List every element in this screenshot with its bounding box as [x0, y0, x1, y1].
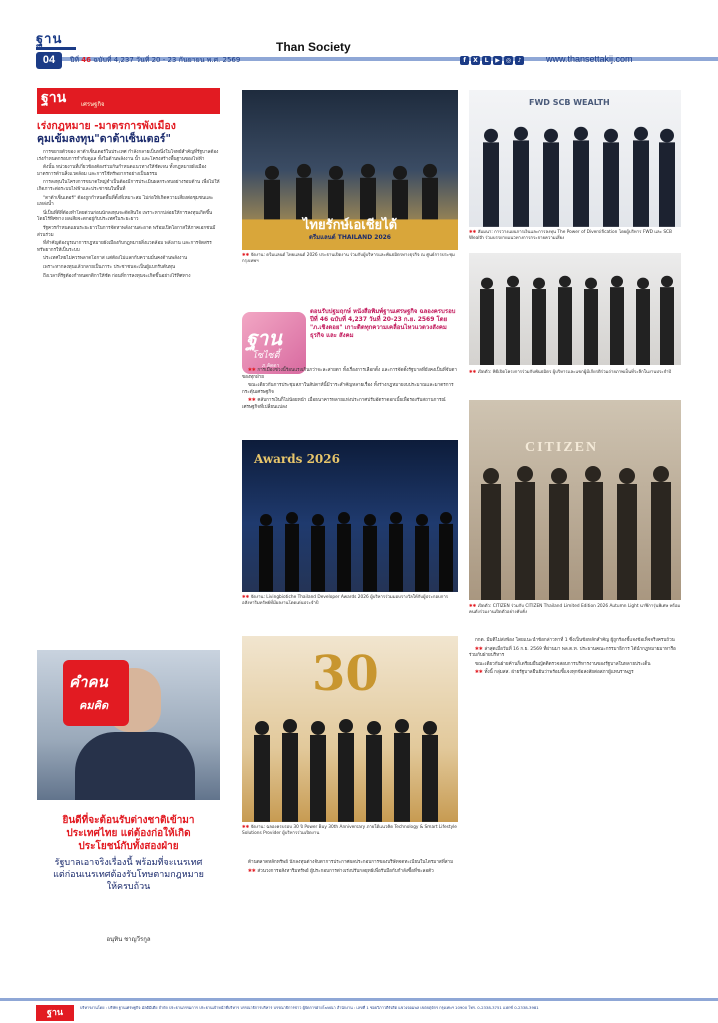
quote-box — [37, 650, 220, 950]
body-paragraph-text: ส่วนวงการอสังหาริมทรัพย์ ผู้ประกอบการต่างเร่งปรับกลยุทธ์เพื่อรับมือกับกำลังซื้อที่ชะลอตัว — [257, 868, 434, 874]
caption-seminar — [469, 230, 681, 242]
banner-subtitle: ดรีมแลนด์ THAILAND 2026 — [309, 234, 391, 241]
editorial-paragraph: รัฐควรกำหนดแผนระยะยาวในการจัดหาพลังงานสะอาด พร้อมเปิดโอกาสให้ภาคเอกชนมีส่วนร่วม — [37, 225, 216, 238]
caption-text: จัดงาน: ฉลองครบรอบ 30 ปี Power Buy 30th Anniversary ภายใต้แนวคิด Technology & Smart Lifestyle Solutions Provider ผู้บริหารร่วมเปิดงาน — [242, 825, 457, 837]
editorial-paragraph: ที่สำคัญต้องบูรณาการกฎหมายผังเมืองกับกฎหมายสิ่งแวดล้อม พลังงาน และการจัดสรรทรัพยากรให้เป็นระบบ — [37, 241, 212, 253]
caption-stars: ✱✱ — [469, 230, 478, 235]
photo-awards — [242, 440, 458, 592]
body-paragraph — [242, 869, 458, 876]
editorial-paragraph: ดังนั้น หน่วยงานที่เกี่ยวข้องต้องร่วมกันกำหนดแนวทางให้ชัดเจน ทั้งกฎหมายผังเมือง มาตรการด้านสิ่งแวดล้อม และการใช้ทรัพยากรอย่างเป็นธรรม — [37, 165, 207, 177]
photo-seminar — [469, 90, 681, 227]
body-column-2 — [469, 638, 681, 679]
editorial-masthead — [37, 88, 220, 114]
caption-text: เปิดตัว: พิธีเปิดโครงการร่วมกับพันธมิตร ผู้บริหารและแขกผู้มีเกียรติร่วมถ่ายภาพเป็นที่ระลึกในงานประจำปี — [477, 370, 672, 375]
editorial-paragraph: เพราะหากลงทุนแล้วกลายเป็นภาระ ประชาชนจะเป็นผู้แบกรับต้นทุน — [43, 264, 176, 270]
editorial-paragraph: การขยายตัวของ ดาต้าเซ็นเตอร์ในประเทศ กำลังกลายเป็นหนึ่งในโจทย์สำคัญที่รัฐบาลต้องเร่งกำหนดกรอบการกำกับดูแล ทั้งในด้านพลังงาน น้ำ และโครงสร้างพื้นฐานของไฟฟ้า — [37, 150, 219, 162]
tiktok-icon[interactable]: ♪ — [515, 56, 524, 65]
editorial-kicker: เร่งกฎหมาย -มาตรการพังเมือง — [37, 120, 176, 132]
quote-portrait — [37, 650, 220, 800]
paragraph-stars: ✱✱ — [248, 868, 258, 874]
photo-anniversary — [242, 636, 458, 822]
line-icon[interactable]: L — [482, 56, 491, 65]
social-icons — [460, 56, 524, 65]
quote-signature: อนุทิน ชาญวีรกูล — [106, 936, 151, 943]
quote-highlight: ยินดีที่จะต้อนรับต่างชาติเข้ามาประเทศไทย แต่ต้องก่อให้เกิดประโยชน์กับทั้งสองฝ่าย — [62, 815, 195, 852]
masthead-logo — [41, 90, 105, 111]
body-paragraph: กกต. มีมติไม่ส่งฟ้อง โดยแนะนำข้อกล่าวหาที่ 1 ซึ่งเป็นข้อหลักสำคัญ ผู้ถูกร้องชี้แจงข้อเท็จจริงครบถ้วน — [475, 638, 675, 643]
page-footer — [0, 998, 718, 1023]
section-title: Than Society — [276, 40, 351, 54]
editorial-body — [37, 150, 220, 280]
caption-awards — [242, 595, 458, 607]
editorial-paragraph: "ดาต้าเซ็นเตอร์" ต้องถูกกำหนดพื้นที่ตั้งที่เหมาะสม ไม่ก่อให้เกิดความเสี่ยงต่อชุมชนและแหล่งน้ำ — [37, 195, 214, 208]
people-silhouettes — [242, 714, 458, 822]
promo-text: ตอนรับปฐมฤกษ์ หนังสือพิมพ์ฐานเศรษฐกิจ ฉลองครบรอบปีที่ 46 ฉบับที่ 4,237 วันที่ 20-23 ก.ย. 2569 โดย "ภ.เชิงดอย" เกาะติดทุกความเคลื่อนไหวแวดวงสังคม ธุรกิจ และ สังคม — [310, 308, 456, 339]
body-paragraph: ด้านตลาดหลักทรัพย์ นักลงทุนต่างจับตาการประกาศผลประกอบการของบริษัทจดทะเบียนในไตรมาสที่สาม — [248, 860, 454, 865]
body-paragraph — [242, 398, 458, 411]
promo-badge — [242, 312, 306, 374]
caption-text: สัมมนา: การวางแผนการเงินและการลงทุน The Power of Diversification โดยผู้บริหาร FWD และ SCB Wealth ร่วมบรรยายแนวทางการกระจายความเสี่ยง — [469, 230, 672, 242]
publication-logo-text: ฐาน — [36, 32, 63, 47]
anniversary-number: 30 — [312, 646, 379, 702]
body-paragraph: ขณะเดียวกันฝ่ายค้านก็เตรียมยื่นญัตติตรวจสอบการบริหารงานของรัฐบาลในหลายประเด็น — [475, 661, 651, 667]
footer-imprint: บริหารงานโดย : บริษัท ฐานเศรษฐกิจ มัลติมีเดีย จำกัด ประธานกรรมการ ประธานเจ้าหน้าที่บริหาร บรรณาธิการบริหาร บรรณาธิการข่าว ผู้จัดการฝ่ายโฆษณา สำนักงาน : เลขที่ 1 ซอยวิภาวดีรังสิต แขวงจอมพล เขตจตุจักร กรุงเทพฯ 10900 โทร. 0-2338-3751 แฟกซ์ 0-2338-3981 — [80, 1005, 539, 1010]
body-column-1 — [242, 368, 458, 414]
citizen-brand: CITIZEN — [525, 440, 599, 455]
caption-anniversary — [242, 825, 458, 837]
editorial-column — [37, 88, 220, 282]
issue-prefix: ปีที่ — [70, 56, 80, 64]
footer-logo: ฐาน — [36, 1005, 74, 1021]
caption-stars: ✱✱ — [242, 253, 251, 258]
people-silhouettes — [469, 120, 681, 227]
issue-year: 46 — [81, 56, 92, 64]
body-paragraph — [469, 670, 681, 677]
masthead-logo-sub: เศรษฐกิจ — [81, 101, 105, 108]
caption-stars: ✱✱ — [242, 595, 251, 600]
people-silhouettes — [469, 460, 681, 600]
promo-badge-line3: ภ.ลัดดา — [262, 363, 280, 369]
page-header — [0, 0, 718, 68]
instagram-icon[interactable]: ◎ — [505, 57, 512, 64]
caption-citizen — [469, 604, 681, 616]
body-paragraph: ขณะเดียวกันการประชุมสภาในสัปดาห์นี้มีวาระสำคัญหลายเรื่อง ทั้งร่างกฎหมายงบประมาณและมาตรการกระตุ้นเศรษฐกิจ — [242, 383, 454, 395]
caption-stage-event — [242, 253, 458, 265]
promo-badge-line1: ฐาน — [246, 326, 282, 350]
caption-stars: ✱✱ — [469, 604, 478, 609]
page-number: 04 — [36, 52, 62, 69]
logo-underline — [36, 47, 76, 50]
editorial-paragraph: ประเทศไทยไม่ควรพลาดโอกาส แต่ต้องไม่แลกกับความมั่นคงด้านพลังงาน — [43, 256, 188, 262]
youtube-icon[interactable]: ▶ — [493, 56, 502, 65]
caption-text: เปิดตัว: CITIZEN ร่วมกับ CITIZEN Thailand Limited Edition 2026 Autumn Light นาฬิการุ่นพิเศษ พร้อมคนดังร่วมงานเปิดตัวอย่างคับคั่ง — [469, 604, 681, 616]
body-paragraph-text: ล่าสุดเมื่อวันที่ 16 ก.ย. 2569 ที่ผ่านมา พล.ต.ท. ประธานคณะกรรมาธิการ ได้นำกฎหมายมาหารือร่วมกับฝ่ายบริหาร — [469, 646, 676, 659]
quote-badge-line2: คมคิด — [79, 699, 109, 712]
photo-stage-event — [242, 90, 458, 250]
paragraph-stars: ✱✱ — [248, 398, 258, 404]
quote-body: รัฐบาลเอาจริงเรื่องนี้ พร้อมที่จะเนรเทศ แต่ก่อนเนรเทศต้องรับโทษตามกฎหมายให้ครบถ้วน — [53, 858, 204, 892]
editorial-paragraph: ถึงเวลาที่รัฐต้องกำหนดกติกาให้ชัด ก่อนที่การลงทุนจะเกิดขึ้นอย่างไร้ทิศทาง — [43, 273, 191, 279]
body-paragraph — [469, 647, 681, 660]
seminar-brand: FWD SCB WEALTH — [529, 98, 610, 107]
people-silhouettes — [242, 508, 458, 592]
masthead-logo-text: ฐาน — [41, 90, 67, 106]
caption-text: จัดงาน: ดรีมแลนด์ ไทยแลนด์ 2026 ประธานเปิดงาน ร่วมกับผู้บริหารและพันธมิตรทางธุรกิจ ณ ศูนย์การประชุม กรุงเทพฯ — [242, 253, 455, 265]
photo-launch — [469, 253, 681, 365]
photo-citizen — [469, 400, 681, 600]
body-paragraph-text: คลับการเงินก็ไม่น้อยหน้า เมื่อธนาคารหลายแห่งประกาศปรับอัตราดอกเบี้ยเพื่อรองรับสถานการณ์เศรษฐกิจที่เปลี่ยนแปลง — [242, 398, 446, 410]
facebook-icon[interactable]: f — [460, 56, 469, 65]
quote-badge-line1: คำคน — [69, 673, 108, 691]
editorial-title: คุมเข้มลงทุน"ดาต้าเซ็นเตอร์" — [37, 133, 171, 145]
people-silhouettes — [469, 270, 681, 365]
body-paragraph-text: การเมืองช่วงนี้ร้อนแรงเกินกว่าจะละสายตา ทั้งเรื่องการเลือกตั้ง และการจัดตั้งรัฐบาลที่ยังคงเป็นที่จับตาของทุกฝ่าย — [242, 368, 457, 380]
x-icon[interactable]: X — [471, 56, 480, 65]
caption-stars: ✱✱ — [242, 825, 251, 830]
caption-launch — [469, 370, 681, 376]
quote-text — [37, 800, 220, 950]
body-column-1b — [242, 860, 458, 877]
banner-title: ไทยรักษ์เอเชียไต้ — [302, 218, 398, 233]
issue-info — [70, 55, 240, 66]
publication-logo — [36, 33, 76, 53]
body-paragraph-text: ทั้งนี้ กลุ่มสส. ฝ่ายรัฐบาลยืนยันว่าพร้อมชี้แจงทุกข้อสงสัยต่อสภาผู้แทนราษฎร — [484, 670, 634, 676]
paragraph-stars: ✱✱ — [248, 368, 258, 373]
editorial-paragraph: การลงทุนในโครงการขนาดใหญ่จำเป็นต้องมีการประเมินผลกระทบอย่างรอบด้าน เพื่อไม่ให้เกิดภาระต่อระบบไฟฟ้าและประชาชนในพื้นที่ — [37, 180, 220, 192]
issue-text: ฉบับที่ 4,237 วันที่ 20 - 23 กันยายน พ.ศ. 2569 — [93, 56, 241, 64]
caption-stars: ✱✱ — [469, 370, 478, 375]
editorial-paragraph: นี่เป็นที่ดีที่ต้องทำโดยด่วนก่อนนักลงทุนจะตัดสินใจ เพราะหากปล่อยให้การลงทุนเกิดขึ้นโดยไร้ทิศทาง ผลเสียจะตกอยู่กับประเทศในระยะยาว — [37, 210, 213, 223]
paragraph-stars: ✱✱ — [475, 646, 485, 652]
promo-badge-line2: โซไซตี้ — [252, 351, 280, 361]
paragraph-stars: ✱✱ — [475, 670, 485, 676]
quote-badge — [63, 660, 129, 726]
body-paragraph — [242, 368, 458, 381]
portrait-suit — [75, 732, 195, 800]
awards-title: Awards 2026 — [254, 452, 340, 466]
website-link[interactable]: www.thansettakij.com — [546, 54, 633, 64]
caption-text: จัดงาน: Livingbiotiche Thailand Developer Awards 2026 ผู้บริหารร่วมมอบรางวัลให้กับผู้ประกอบการอสังหาริมทรัพย์ที่มีผลงานโดดเด่นประจำปี — [242, 595, 449, 607]
